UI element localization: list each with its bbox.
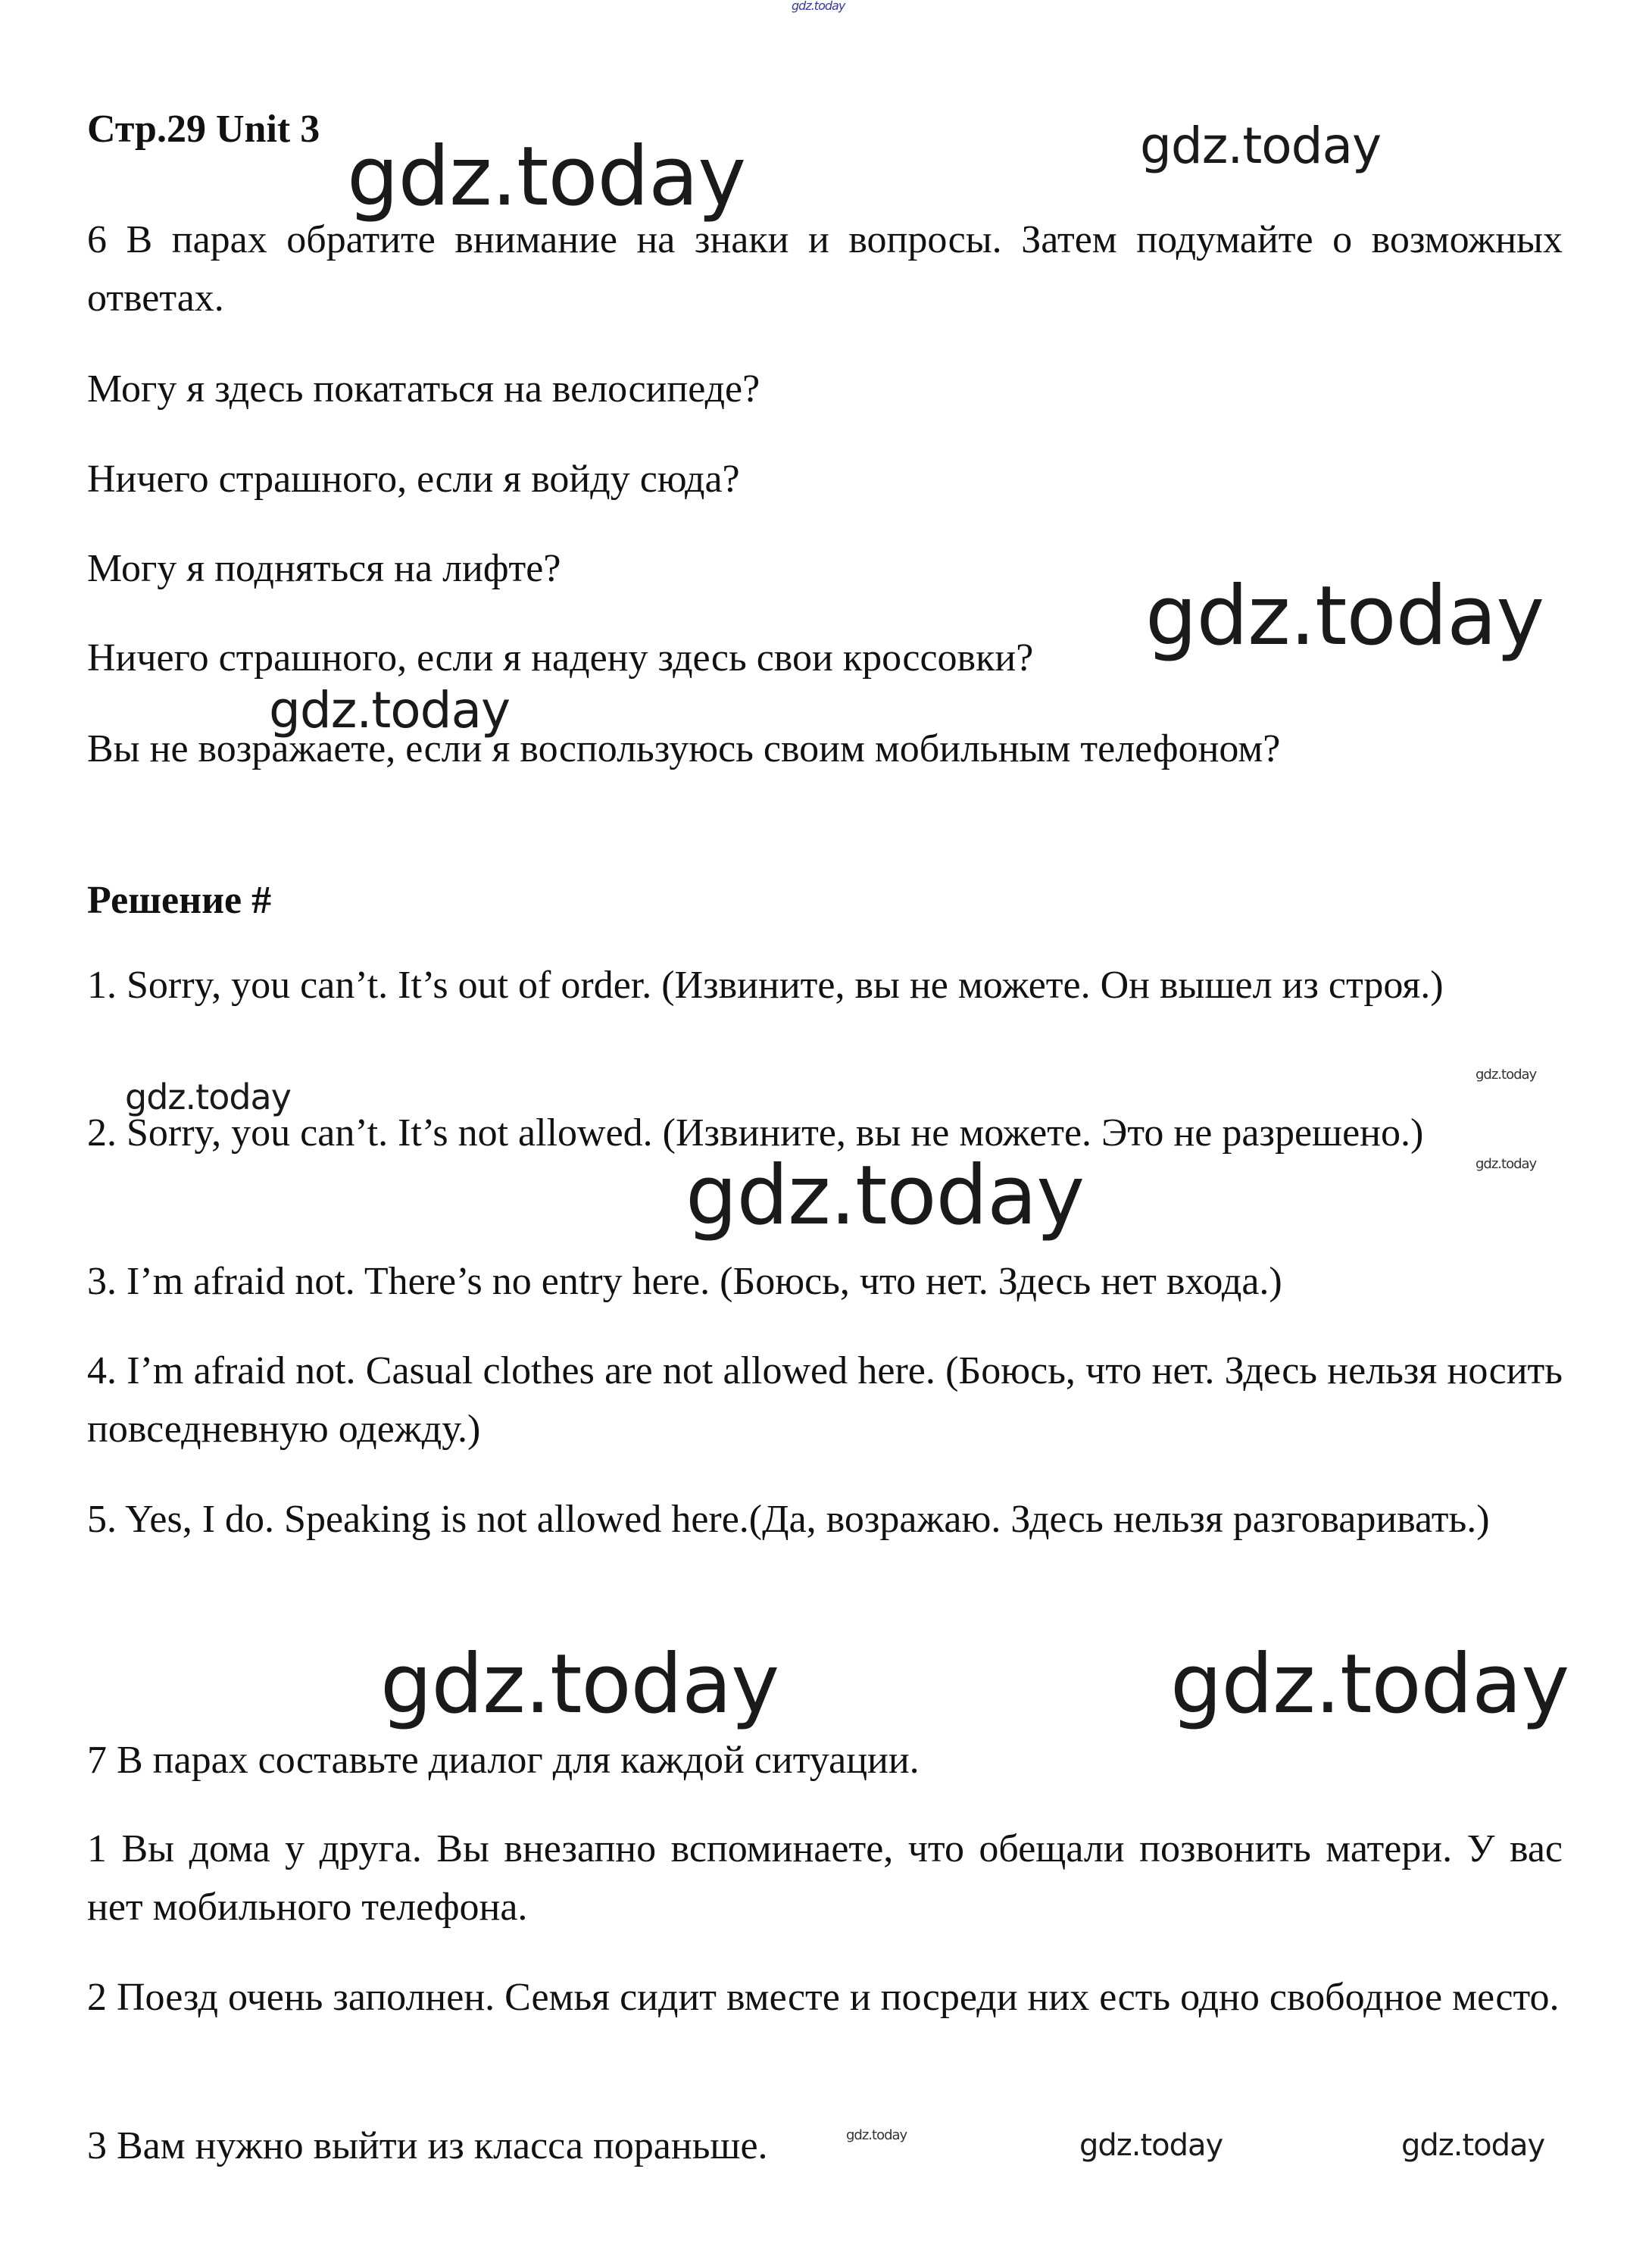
watermark: gdz.today: [1079, 2128, 1223, 2163]
watermark: gdz.today: [125, 1077, 291, 1117]
solution-answer-3: 3. I’m afraid not. There’s no entry here. (Боюсь, что нет. Здесь нет входа.): [87, 1260, 1282, 1303]
watermark: gdz.today: [269, 681, 511, 739]
exercise-6-question-2: Ничего страшного, если я войду сюда?: [87, 458, 740, 501]
solution-answer-4: 4. I’m afraid not. Casual clothes are not allowed here. (Боюсь, что нет. Здесь нельзя носить повседневную одежду.): [87, 1349, 1563, 1451]
watermark: gdz.today: [380, 1637, 779, 1732]
exercise-7-instruction: 7 В парах составьте диалог для каждой ситуации.: [87, 1739, 920, 1782]
watermark: gdz.today: [1145, 569, 1544, 664]
solution-answer-2: 2. Sorry, you can’t. It’s not allowed. (Извините, вы не можете. Это не разрешено.): [87, 1111, 1424, 1155]
exercise-6-question-3: Могу я подняться на лифте?: [87, 547, 561, 590]
exercise-6-instruction: 6 В парах обратите внимание на знаки и вопросы. Затем подумайте о возможных ответах.: [87, 218, 1563, 320]
watermark: gdz.today: [1140, 117, 1382, 175]
watermark: gdz.today: [1476, 1156, 1537, 1172]
solution-heading: Решение #: [87, 879, 272, 922]
solution-answer-1: 1. Sorry, you can’t. It’s out of order. (Извините, вы не можете. Он вышел из строя.): [87, 964, 1444, 1007]
page-title: Стр.29 Unit 3: [87, 108, 320, 151]
exercise-7-situation-3: 3 Вам нужно выйти из класса пораньше.: [87, 2124, 768, 2167]
watermark: gdz.today: [685, 1148, 1085, 1243]
watermark: gdz.today: [1476, 1067, 1537, 1083]
watermark: gdz.today: [846, 2127, 907, 2143]
watermark: gdz.today: [1401, 2128, 1545, 2163]
watermark: gdz.today: [347, 130, 746, 224]
exercise-7-situation-2: 2 Поезд очень заполнен. Семья сидит вместе и посреди них есть одно свободное место.: [87, 1976, 1560, 2019]
watermark: gdz.today: [1170, 1637, 1569, 1732]
solution-answer-5: 5. Yes, I do. Speaking is not allowed here.(Да, возражаю. Здесь нельзя разговаривать.): [87, 1498, 1490, 1541]
exercise-6-question-1: Могу я здесь покататься на велосипеде?: [87, 367, 760, 411]
exercise-6-question-5: Вы не возражаете, если я воспользуюсь своим мобильным телефоном?: [87, 727, 1281, 770]
exercise-6-question-4: Ничего страшного, если я надену здесь свои кроссовки?: [87, 636, 1034, 680]
watermark-top-center: gdz.today: [792, 0, 845, 13]
exercise-7-situation-1: 1 Вы дома у друга. Вы внезапно вспоминаете, что обещали позвонить матери. У вас нет мобильного телефона.: [87, 1827, 1563, 1929]
